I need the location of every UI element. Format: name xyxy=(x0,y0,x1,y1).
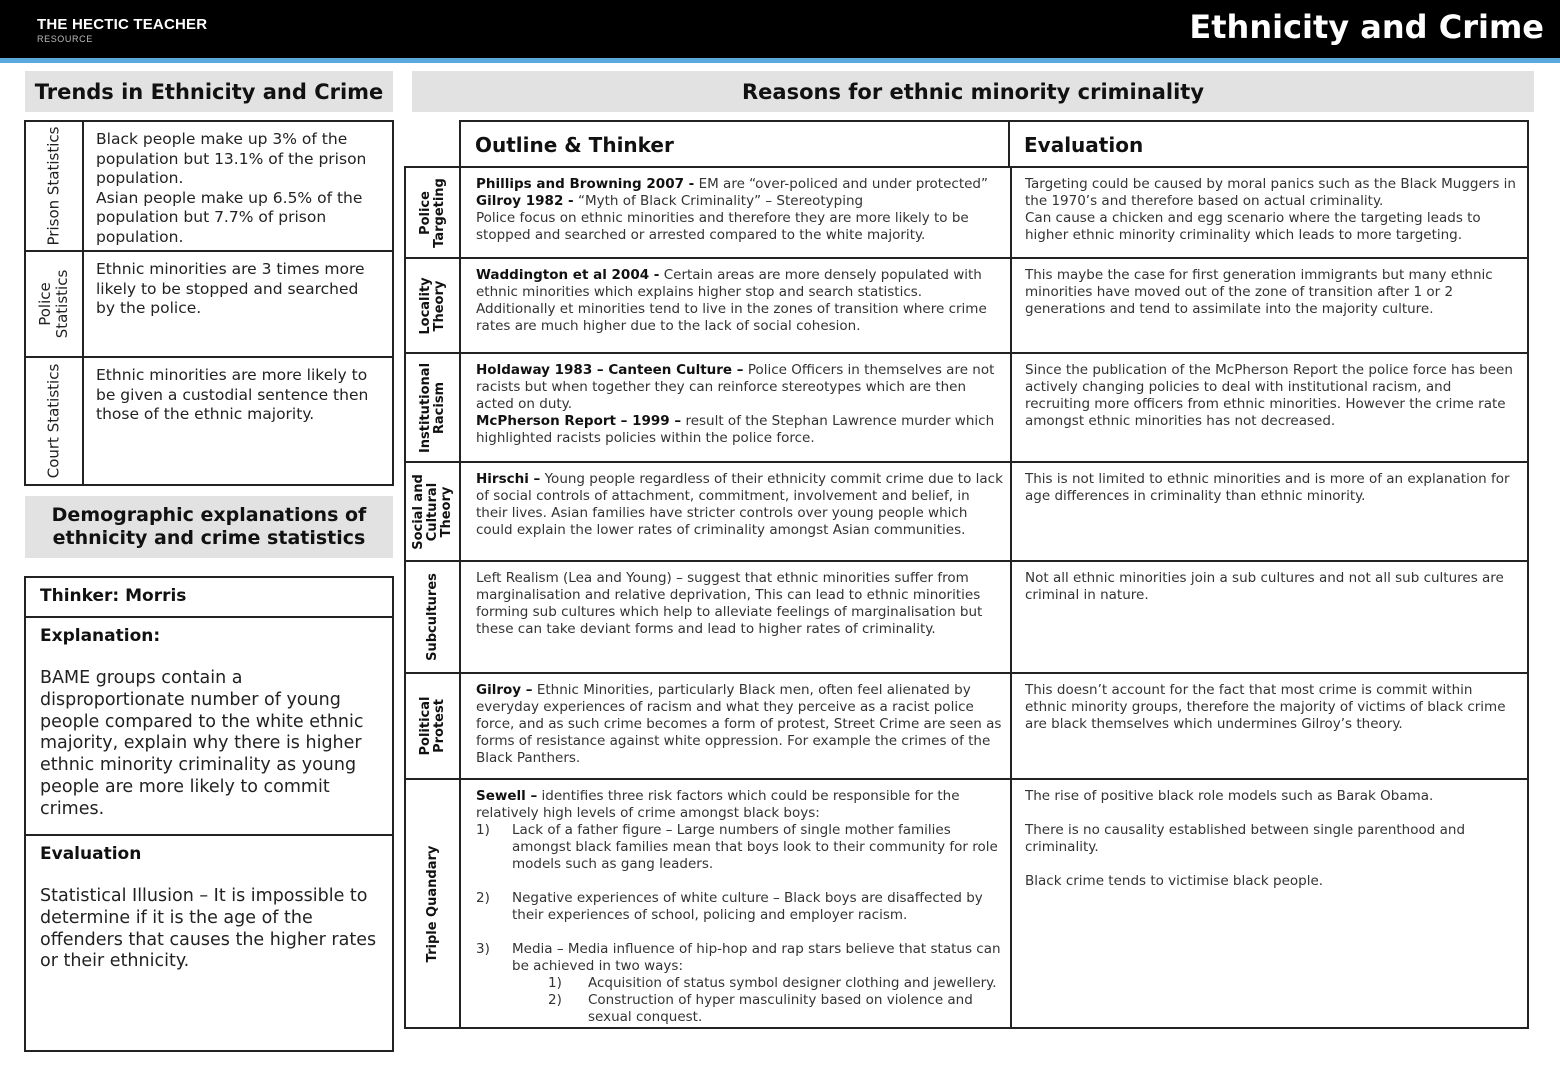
trends-table xyxy=(24,120,394,486)
reason-label: Institutional Racism xyxy=(417,362,447,453)
page-title: Ethnicity and Crime xyxy=(1189,8,1544,46)
list-item: 2) Negative experiences of white culture – Black boys are disaffected by their experiences of school, policing and employer racism. xyxy=(476,890,983,923)
reason-row-social-cultural xyxy=(406,463,1527,562)
trend-label-court: Court Statistics xyxy=(44,363,63,479)
evaluation-text: Statistical Illusion – It is impossible to determine if it is the age of the offenders that causes the higher rates or their ethnicity. xyxy=(40,886,377,972)
reason-evaluation: Targeting could be caused by moral panics such as the Black Muggers in the 1970’s and therefore based on actual criminality. Can cause a chicken and egg scenario where the targeting leads to higher ethnic minority criminality which leads to more targeting. xyxy=(1025,176,1516,243)
accent-stripe xyxy=(0,58,1560,63)
reason-evaluation: This maybe the case for first generation immigrants but many ethnic minorities have moved out of the zone of transition after 1 or 2 generations and tend to assimilate into the majority culture. xyxy=(1025,267,1493,317)
evaluation-box xyxy=(24,834,394,1052)
reason-outline: Phillips and Browning 2007 - EM are “over-policed and under protected” Gilroy 1982 - “Myth of Black Criminality” – Stereotyping Police focus on ethnic minorities and therefore they are more likely to be stopped and searched or arrested compared to the white majority. xyxy=(476,176,988,243)
reason-outline: Left Realism (Lea and Young) – suggest that ethnic minorities suffer from marginalisation and relative deprivation, This can lead to ethnic minorities forming sub cultures which help to alleviate feelings of marginalisation but these can take deviant forms and lead to higher rates of criminality. xyxy=(476,570,983,637)
trend-label-police: Police Statistics xyxy=(36,269,71,339)
reason-outline: Sewell – identifies three risk factors which could be responsible for the relatively high levels of crime amongst black boys: 1) Lack of a father figure – Large numbers of single mother families amongst black families mean that boys look to their community for role models such as gang leaders. 2) Negative experiences of white culture – Black boys are disaffected by their experiences of school, policing and employer racism. 3) Media – Media influence of hip-hop and rap stars believe that status can be achieved in two ways: 1) Acquisition of status symbol designer clothing and jewellery. 2) Construction of hyper masculinity based on violence and sexual conquest. xyxy=(476,788,1004,1026)
reason-row-triple-quandary xyxy=(406,780,1527,1027)
top-banner xyxy=(0,0,1560,58)
brand-logo xyxy=(37,16,207,44)
reason-label: Social and Cultural Theory xyxy=(410,473,454,550)
trend-row-police xyxy=(26,252,392,358)
reason-outline: Waddington et al 2004 - Certain areas are more densely populated with ethnic minorities which explains higher stop and search statistics. Additionally et minorities tend to live in the zones of transition where crime rates are much higher due to the lack of social cohesion. xyxy=(476,267,987,334)
explanation-title: Explanation: xyxy=(40,626,161,646)
trend-text-court: Ethnic minorities are more likely to be given a custodial sentence then those of the ethnic majority. xyxy=(96,366,369,423)
reason-row-institutional-racism xyxy=(406,354,1527,463)
trend-row-prison xyxy=(26,122,392,252)
reason-outline: Hirschi – Young people regardless of their ethnicity commit crime due to lack of social controls of attachment, commitment, involvement and belief, in their lives. Asian families have stricter controls over young people which could explain the lower rates of criminality amongst Asian communities. xyxy=(476,471,1003,538)
reason-evaluation: Not all ethnic minorities join a sub cultures and not all sub cultures are criminal in nature. xyxy=(1025,570,1504,603)
explanation-text: BAME groups contain a disproportionate number of young people compared to the white ethnic majority, explain why there is higher ethnic minority criminality as young people are more likely to commit crimes. xyxy=(40,668,364,819)
reason-evaluation: This doesn’t account for the fact that most crime is commit within ethnic minority groups, therefore the majority of victims of black crime are black themselves which undermines Gilroy’s theory. xyxy=(1025,682,1506,732)
reason-label: Police Targeting xyxy=(417,177,447,248)
brand-name: THE HECTIC TEACHER xyxy=(37,16,208,33)
thinker-box xyxy=(24,576,394,616)
list-item: 3) Media – Media influence of hip-hop and rap stars believe that status can be achieved in two ways: xyxy=(476,941,1001,974)
demographic-heading: Demographic explanations of ethnicity and crime statistics xyxy=(25,496,393,558)
reason-outline: Gilroy – Ethnic Minorities, particularly Black men, often feel alienated by everyday experiences of racism and what they perceive as a racist police force, and as such crime becomes a form of protest, Street Crime are seen as forms of resistance against white oppression. For example the crimes of the Black Panthers. xyxy=(476,682,1002,766)
trend-row-court xyxy=(26,358,392,484)
reason-row-police-targeting xyxy=(406,168,1527,259)
reasons-body xyxy=(404,166,1529,1029)
reason-row-subcultures xyxy=(406,562,1527,674)
sub-list-item: 1) Acquisition of status symbol designer clothing and jewellery. xyxy=(548,975,997,991)
reason-evaluation: Since the publication of the McPherson Report the police force has been actively changing policies to deal with institutional racism, and recruiting more officers from ethnic minorities. However the crime rate amongst ethnic minorities has not decreased. xyxy=(1025,362,1513,429)
reason-label: Political Protest xyxy=(417,696,447,756)
reason-evaluation: The rise of positive black role models such as Barak Obama. There is no causality established between single parenthood and criminality. Black crime tends to victimise black people. xyxy=(1025,788,1466,889)
reason-label: Subcultures xyxy=(424,573,440,661)
list-item: 1) Lack of a father figure – Large numbers of single mother families amongst black families mean that boys look to their community for role models such as gang leaders. xyxy=(476,822,998,872)
sub-list-item: 2) Construction of hyper masculinity based on violence and sexual conquest. xyxy=(548,992,973,1025)
evaluation-title: Evaluation xyxy=(40,844,142,864)
trend-text-police: Ethnic minorities are 3 times more likely to be stopped and searched by the police. xyxy=(96,260,365,317)
trends-heading: Trends in Ethnicity and Crime xyxy=(25,71,393,112)
column-header-evaluation: Evaluation xyxy=(1008,120,1529,167)
reason-row-locality-theory xyxy=(406,259,1527,354)
reason-evaluation: This is not limited to ethnic minorities and is more of an explanation for age differences in criminality than ethnic minority. xyxy=(1025,471,1510,504)
reason-outline: Holdaway 1983 – Canteen Culture – Police Officers in themselves are not racists but when together they can reinforce stereotypes which are then acted on duty. McPherson Report – 1999 – result of the Stephan Lawrence murder which highlighted racists policies within the police force. xyxy=(476,362,995,446)
column-header-outline: Outline & Thinker xyxy=(459,120,1010,167)
reasons-table xyxy=(404,120,1529,1029)
reason-label: Locality Theory xyxy=(417,276,447,335)
reason-label: Triple Quandary xyxy=(424,845,440,962)
reason-row-political-protest xyxy=(406,674,1527,780)
trend-text-prison: Black people make up 3% of the population but 13.1% of the prison population. Asian people make up 6.5% of the population but 7.7% of prison population. xyxy=(96,130,367,246)
trend-label-prison: Prison Statistics xyxy=(44,126,63,246)
reasons-heading: Reasons for ethnic minority criminality xyxy=(412,71,1534,112)
brand-subtitle: RESOURCE xyxy=(37,34,93,44)
thinker-label: Thinker: Morris xyxy=(40,586,187,606)
explanation-box xyxy=(24,616,394,834)
